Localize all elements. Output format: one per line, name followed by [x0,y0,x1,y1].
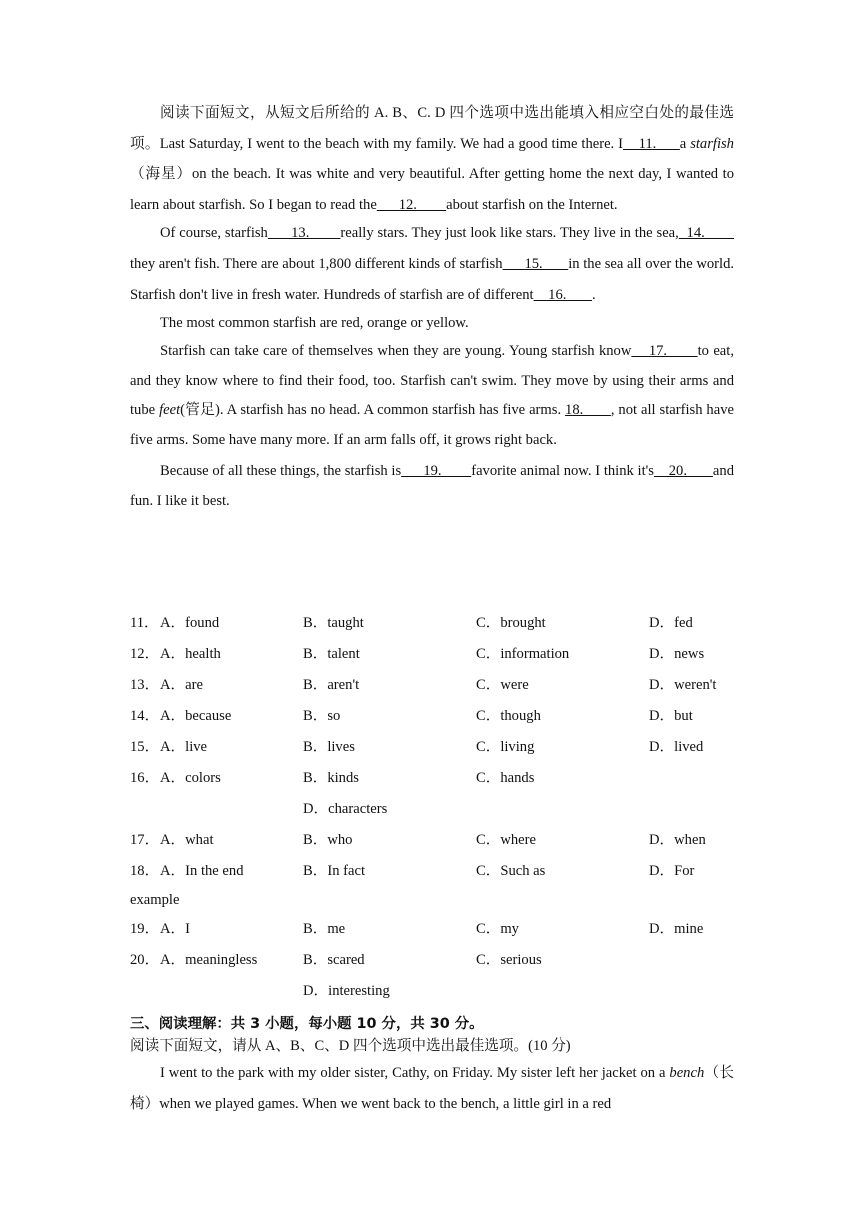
question-12 [130,642,734,666]
question-18 [130,859,734,883]
section-instruction: 阅读下面短文，请从 A、B、C、D 四个选项中选出最佳选项。(10 分) [130,1038,571,1054]
option-c[interactable]: C．though [476,708,541,724]
question-number: 19． [130,921,160,937]
italic-word: bench [669,1065,705,1081]
cloze-passage [130,98,742,516]
option-d[interactable]: D．lived [649,739,704,755]
option-d[interactable]: D．but [649,708,693,724]
option-a[interactable]: A．are [160,677,203,693]
text: 阅读下面短文，从短文后所给的 A. B、C. D 四个选项中选出能填入相应空白处的最佳选项。Last Saturday, I went to the beach with my family. We had a good time there. I [130,105,734,152]
question-15 [130,735,734,759]
option-c[interactable]: C．were [476,677,529,693]
text: to eat, and they know where to find their food, too. Starfish can't swim. They move by using their arms and tube [130,343,738,419]
option-c[interactable]: C．serious [476,952,542,968]
text: （长椅）when we played games. When we went back to the bench, a little girl in a red [130,1065,734,1112]
text: they aren't fish. There are about 1,800 different kinds of starfish [130,225,742,272]
question-number: 15． [130,739,160,755]
blank-16: 16. [533,286,592,303]
question-16-continued [130,797,734,821]
option-a[interactable]: A．found [160,615,220,631]
question-20-continued [130,979,734,1003]
option-a[interactable]: A．what [160,832,214,848]
text: in the sea all over the world. Starfish don't live in fresh water. Hundreds of starfish are of different [130,255,735,303]
question-number: 17． [130,832,160,848]
reading-passage [130,1058,734,1119]
question-13 [130,673,734,697]
option-a[interactable]: A．meaningless [160,952,258,968]
passage-paragraph-1 [130,98,734,220]
option-c[interactable]: C．brought [476,615,546,631]
question-number: 13． [130,677,160,693]
question-19 [130,917,734,941]
text: really stars. They just look like stars. They live in the sea, [340,225,679,242]
option-a[interactable]: A．health [160,646,221,662]
question-17 [130,828,734,852]
option-a[interactable]: A．In the end [160,863,244,879]
question-number: 20． [130,952,160,968]
option-a[interactable]: A．colors [160,770,221,786]
option-d[interactable]: D．interesting [303,983,390,999]
option-b[interactable]: B．aren't [303,677,360,693]
blank-12: 12. [376,196,447,213]
option-c[interactable]: C．hands [476,770,535,786]
text: a [679,135,691,152]
option-b[interactable]: B．scared [303,952,365,968]
question-20 [130,948,734,972]
text: （海星）on the beach. It was white and very beautiful. After getting home the next day, I wanted to learn about starfish. So I began to read the [130,166,734,213]
italic-word: starfish [690,135,734,152]
option-b[interactable]: B．taught [303,615,364,631]
option-a[interactable]: A．I [160,921,190,937]
option-d[interactable]: D．characters [303,801,388,817]
option-b[interactable]: B．talent [303,646,360,662]
text: Of course, starfish [160,225,268,242]
reading-paragraph-1 [130,1058,734,1119]
text: favorite animal now. I think it's [471,462,654,479]
option-d[interactable]: D．mine [649,921,704,937]
section-heading: 三、阅读理解：共 3 小题，每小题 10 分，共 30 分。 [130,1016,484,1032]
option-d[interactable]: D．weren't [649,677,717,693]
text: , not all starfish have five arms. Some have many more. If an arm falls off, it grows right back. [130,402,734,448]
blank-20: 20. [653,462,713,479]
option-b[interactable]: B．so [303,708,341,724]
blank-17: 17. [631,343,698,360]
italic-word: feet [159,402,181,419]
option-d[interactable]: D．news [649,646,705,662]
question-16 [130,766,734,790]
passage-paragraph-3: The most common starfish are red, orange or yellow. [160,315,469,332]
question-number: 12． [130,646,160,662]
question-14 [130,704,734,728]
passage-paragraph-2 [130,218,742,310]
question-18-continued [130,888,734,912]
option-d[interactable]: D．fed [649,615,693,631]
question-number: 16． [130,770,160,786]
option-b[interactable]: B．In fact [303,863,366,879]
text: . [591,286,596,303]
question-number: 18． [130,863,160,879]
option-c[interactable]: C．Such as [476,863,546,879]
blank-19: 19. [401,462,472,479]
question-number: 14． [130,708,160,724]
passage-paragraph-4 [130,337,738,455]
blank-11: 11. [622,135,680,152]
text: and fun. I like it best. [130,462,734,509]
text: Because of all these things, the starfish is [160,462,402,479]
option-d-continued[interactable]: example [130,892,180,908]
option-c[interactable]: C．living [476,739,535,755]
text: (管足). A starfish has no head. A common starfish has five arms. [180,402,562,419]
blank-18: 18. [565,402,611,419]
option-b[interactable]: B．me [303,921,346,937]
option-c[interactable]: C．where [476,832,536,848]
option-d[interactable]: D．For [649,863,695,879]
option-c[interactable]: C．my [476,921,519,937]
option-b[interactable]: B．kinds [303,770,359,786]
passage-paragraph-5 [130,456,734,516]
blank-15: 15. [502,255,569,272]
option-b[interactable]: B．lives [303,739,355,755]
text: Starfish can take care of themselves when they are young. Young starfish know [160,343,632,360]
text: I went to the park with my older sister, Cathy, on Friday. My sister left her jacket on a [160,1065,670,1081]
option-a[interactable]: A．live [160,739,208,755]
text: about starfish on the Internet. [446,196,618,213]
option-b[interactable]: B．who [303,832,353,848]
option-c[interactable]: C．information [476,646,570,662]
option-d[interactable]: D．when [649,832,706,848]
option-a[interactable]: A．because [160,708,232,724]
blank-14: 14. [678,225,734,242]
blank-13: 13. [267,225,341,242]
question-11 [130,611,734,635]
question-number: 11． [130,615,159,631]
